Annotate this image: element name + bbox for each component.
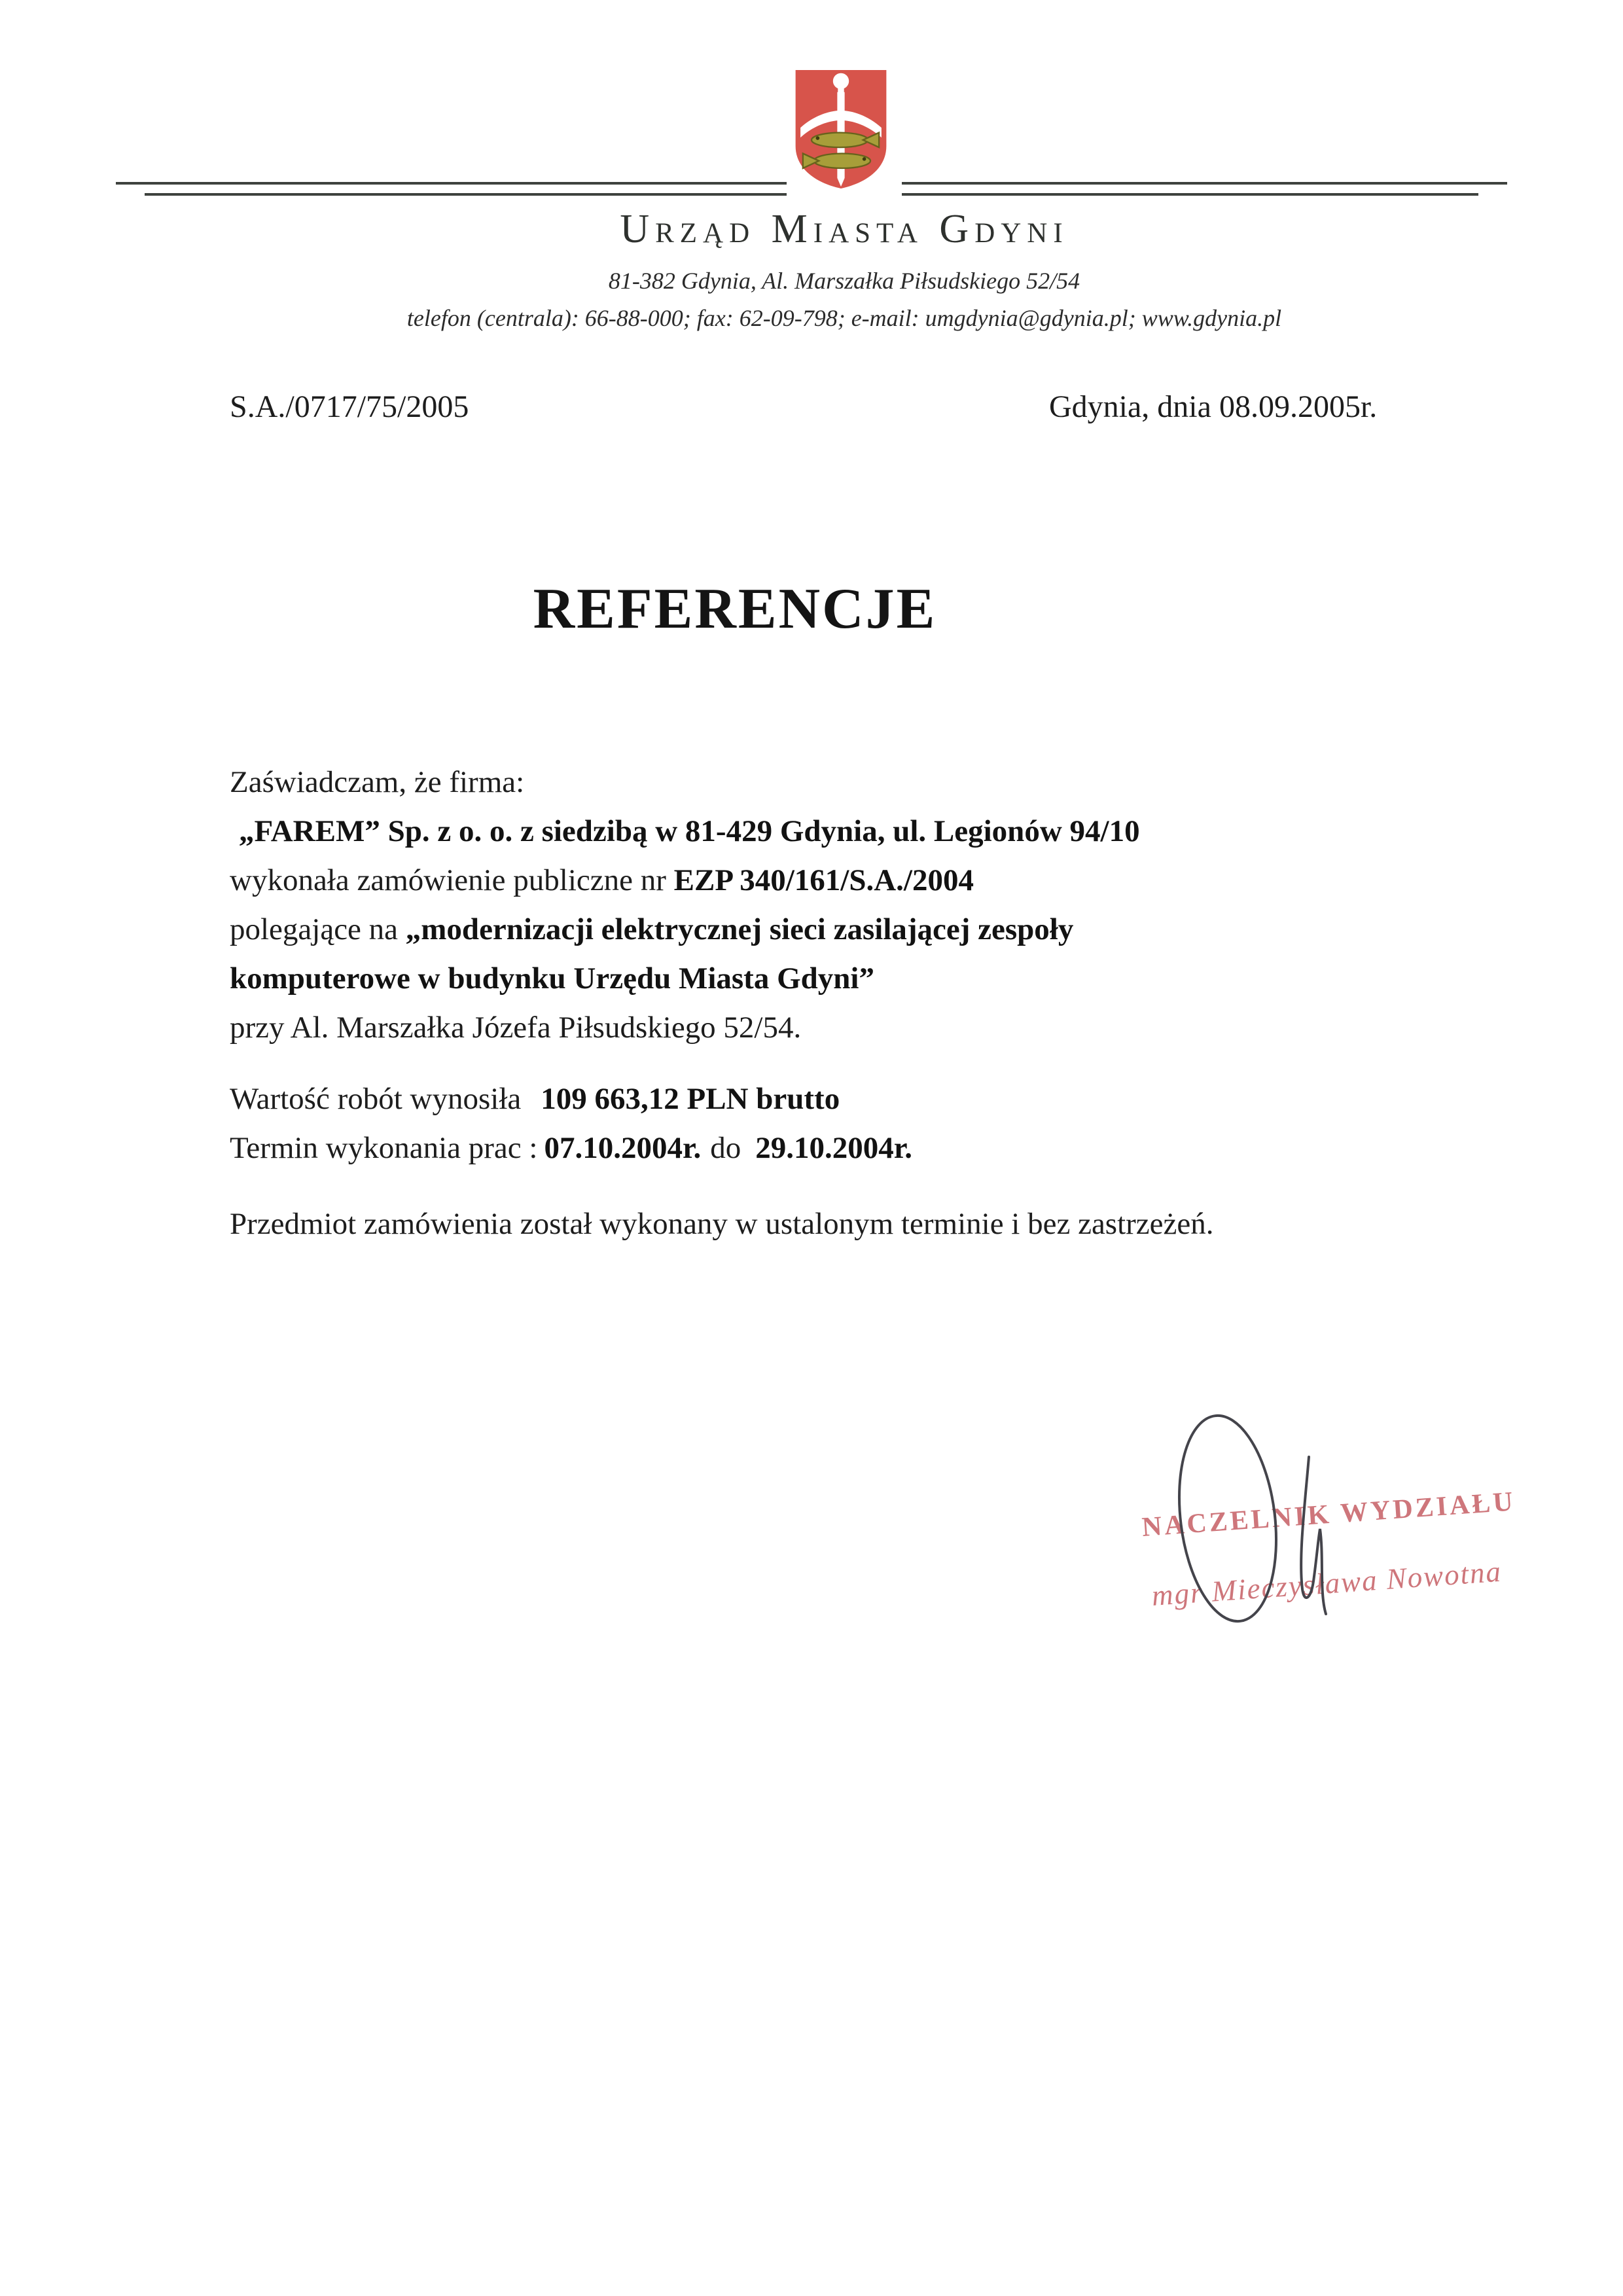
paragraph-main: [230, 758, 1525, 1052]
term-end-date: 29.10.2004r.: [755, 1131, 913, 1165]
term-start-date: 07.10.2004r.: [544, 1131, 702, 1165]
place-date: Gdynia, dnia 08.09.2005r.: [1049, 389, 1378, 424]
header-rule-bottom-right: [902, 193, 1478, 196]
org-contact: telefon (centrala): 66-88-000; fax: 62-09-798; e-mail: umgdynia@gdynia.pl; www.gdynia.pl: [406, 305, 1282, 331]
official-stamp-name: mgr Mieczysława Nowotna: [1150, 1554, 1503, 1612]
line-intro: Zaświadczam, że firma:: [230, 765, 525, 799]
document-title: REFERENCJE: [533, 577, 937, 641]
value-amount: 109 663,12 PLN brutto: [541, 1082, 840, 1116]
paragraph-value: [230, 1075, 1525, 1173]
line-location: przy Al. Marszałka Józefa Piłsudskiego 52/54.: [230, 1011, 802, 1045]
case-number: S.A./0717/75/2005: [230, 389, 469, 424]
header-rule-top-right: [902, 182, 1507, 185]
city-crest-icon: [792, 67, 890, 190]
signature-scribble-icon: [1170, 1406, 1366, 1635]
paragraph-closing: Przedmiot zamówienia został wykonany w ustalonym terminie i bez zastrzeżeń.: [230, 1207, 1214, 1241]
header-rule-top-left: [116, 182, 787, 185]
line-company: „FAREM” Sp. z o. o. z siedzibą w 81-429 Gdynia, ul. Legionów 94/10: [239, 814, 1140, 848]
org-address: 81-382 Gdynia, Al. Marszałka Piłsudskiego 52/54: [608, 268, 1080, 294]
term-joiner: do: [710, 1131, 741, 1165]
line-scope-1: polegające na „modernizacji elektrycznej sieci zasilającej zespoły: [230, 912, 1074, 946]
value-label: Wartość robót wynosiła: [230, 1082, 522, 1116]
org-name: Urząd Miasta Gdyni: [620, 207, 1069, 251]
order-number: EZP 340/161/S.A./2004: [673, 863, 974, 897]
line-order: wykonała zamówienie publiczne nr EZP 340/161/S.A./2004: [230, 863, 974, 897]
line-value: [230, 1075, 1525, 1124]
header-rule-bottom-left: [145, 193, 787, 196]
line-term: [230, 1124, 1525, 1173]
official-stamp-title: NACZELNIK WYDZIAŁU: [1141, 1486, 1517, 1543]
term-label: Termin wykonania prac :: [230, 1131, 538, 1165]
line-scope-2: komputerowe w budynku Urzędu Miasta Gdyni”: [230, 961, 874, 996]
